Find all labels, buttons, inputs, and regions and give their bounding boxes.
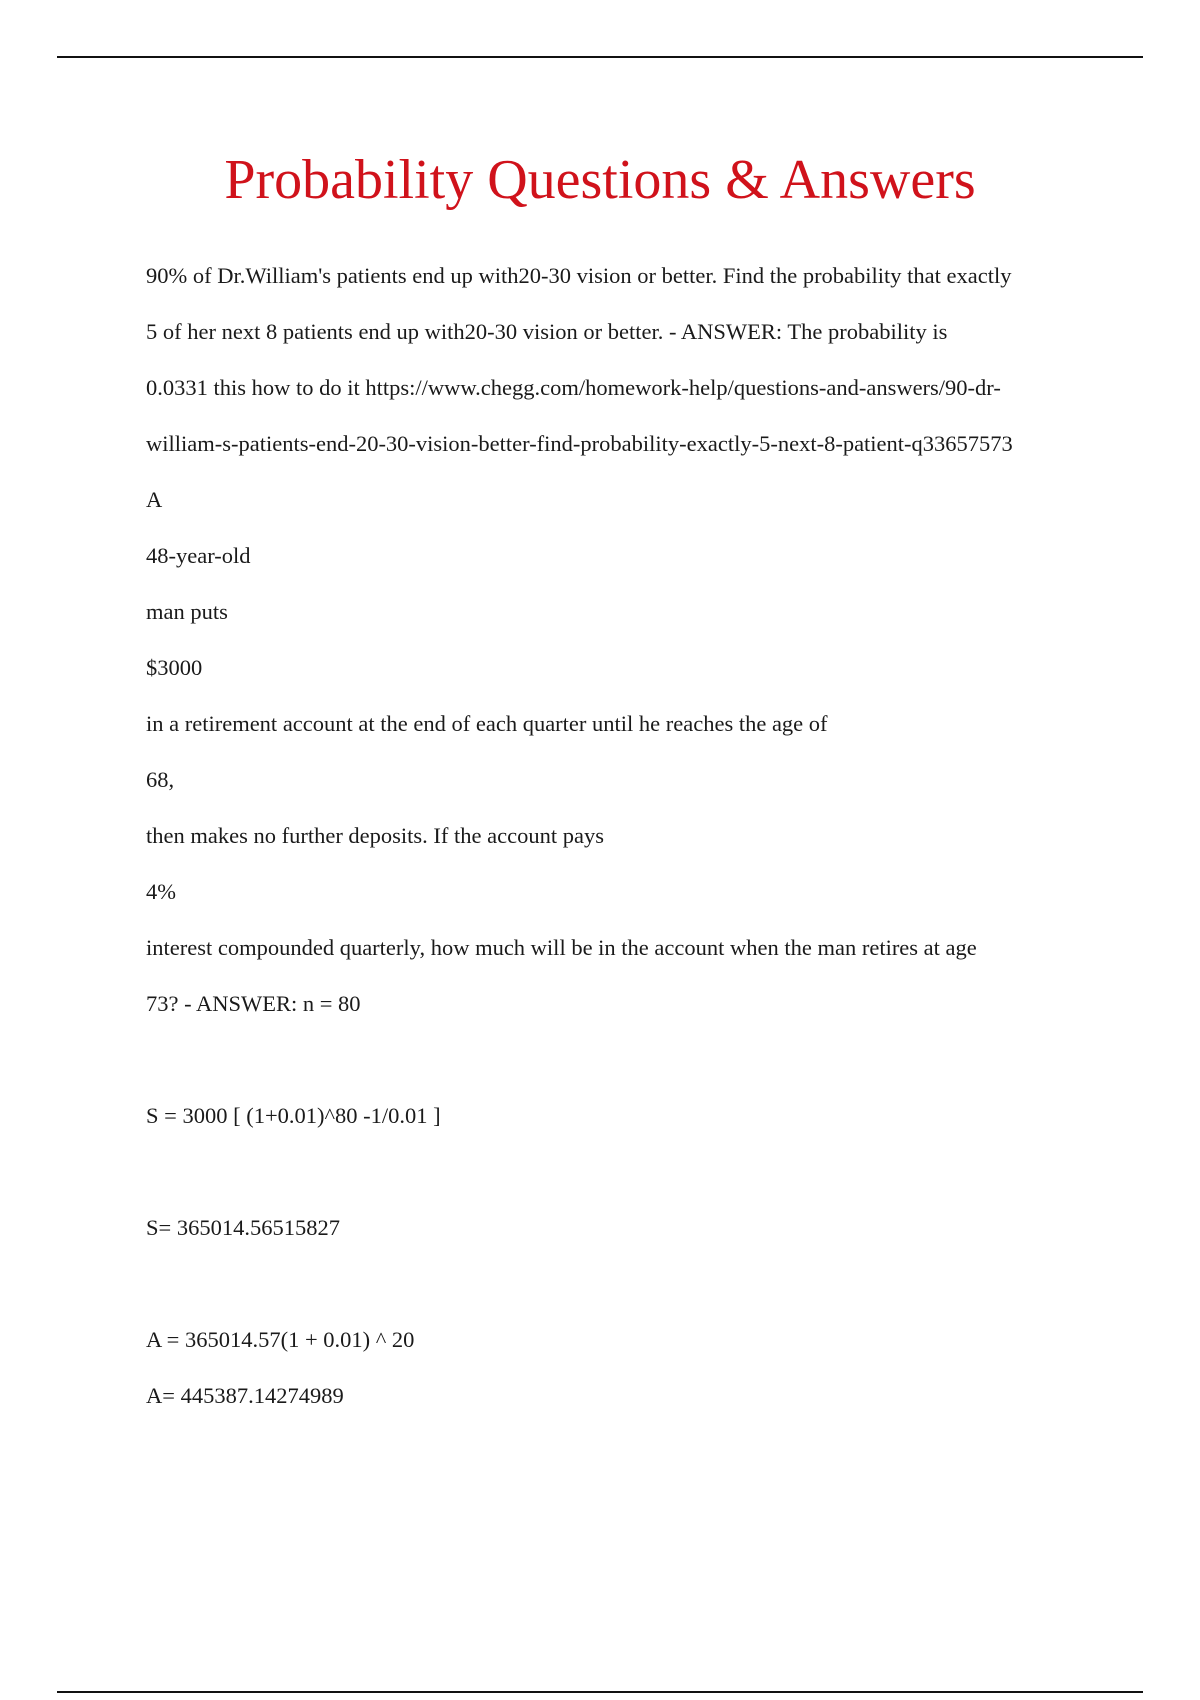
question-1-line-1: 90% of Dr.William's patients end up with20-30 vision or better. Find the probability that exactly bbox=[146, 263, 1012, 288]
answer-1-line-1: 0.0331 this how to do it https://www.chegg.com/homework-help/questions-and-answers/90-dr- bbox=[146, 375, 1001, 400]
answer-2-formula-2: A = 365014.57(1 + 0.01) ^ 20 bbox=[146, 1327, 415, 1352]
bottom-divider bbox=[57, 1691, 1143, 1693]
question-2-line-3: man puts bbox=[146, 599, 228, 624]
answer-1-line-2: william-s-patients-end-20-30-vision-better-find-probability-exactly-5-next-8-patient-q33657573 bbox=[146, 431, 1013, 456]
answer-2-result-1: S= 365014.56515827 bbox=[146, 1215, 340, 1240]
question-2-line-4: $3000 bbox=[146, 655, 203, 680]
page-title: Probability Questions & Answers bbox=[224, 149, 976, 211]
question-2-line-8: 4% bbox=[146, 879, 176, 904]
document-body bbox=[146, 262, 1106, 1410]
question-2-line-9: interest compounded quarterly, how much will be in the account when the man retires at age bbox=[146, 935, 977, 960]
answer-2-result-2: A= 445387.14274989 bbox=[146, 1383, 344, 1408]
answer-2-formula-1: S = 3000 [ (1+0.01)^80 -1/0.01 ] bbox=[146, 1103, 441, 1128]
answer-2-line-1: 73? - ANSWER: n = 80 bbox=[146, 991, 361, 1016]
question-2-line-7: then makes no further deposits. If the account pays bbox=[146, 823, 604, 848]
question-2-line-5: in a retirement account at the end of each quarter until he reaches the age of bbox=[146, 711, 828, 736]
question-2-line-1: A bbox=[146, 487, 163, 512]
question-2-line-2: 48-year-old bbox=[146, 543, 251, 568]
question-2-line-6: 68, bbox=[146, 767, 175, 792]
top-divider bbox=[57, 56, 1143, 58]
question-1-line-2: 5 of her next 8 patients end up with20-30 vision or better. - ANSWER: The probability is bbox=[146, 319, 948, 344]
